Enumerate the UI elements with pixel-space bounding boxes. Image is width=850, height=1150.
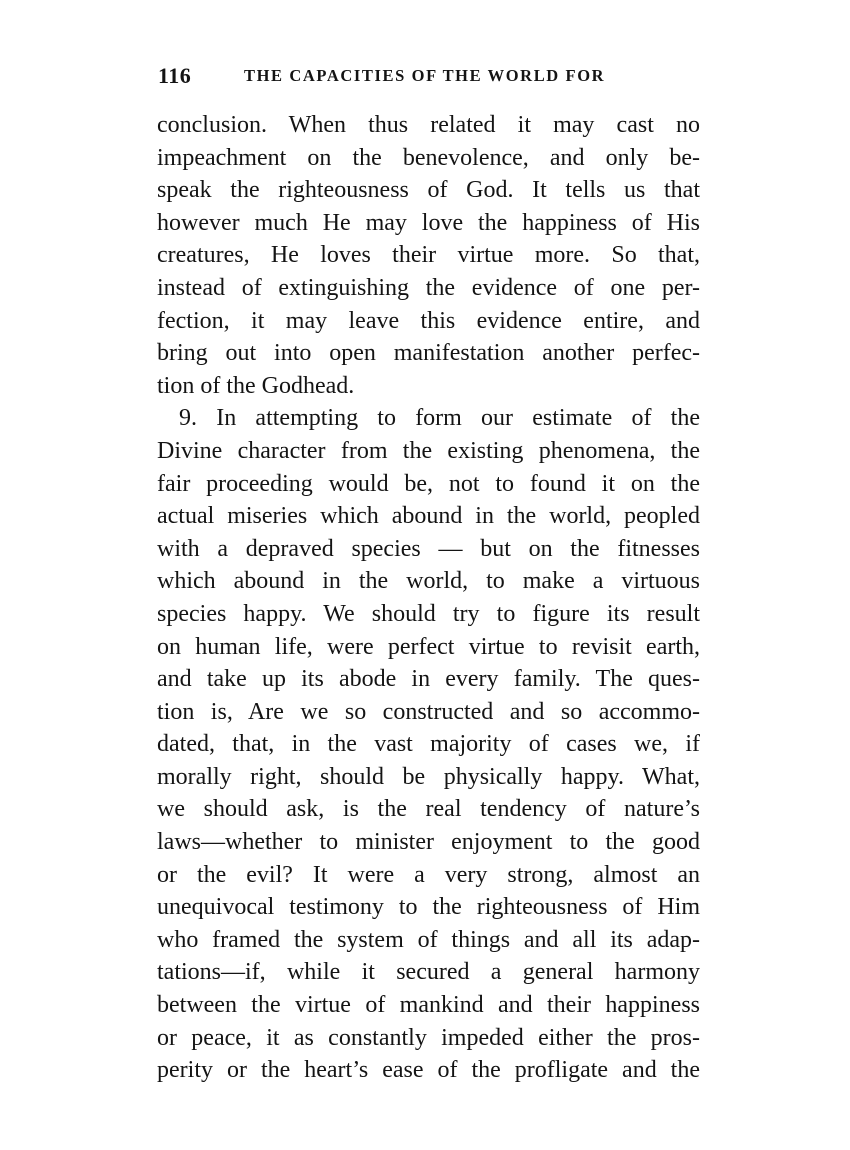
text-line: instead of extinguishing the evidence of one per- [157, 274, 700, 301]
text-line: between the virtue of mankind and their happiness [157, 992, 700, 1019]
text-line: fair proceeding would be, not to found it on the [157, 470, 700, 497]
text-line: speak the righteousness of God. It tells us that [157, 177, 700, 204]
text-line: creatures, He loves their virtue more. So that, [157, 242, 700, 269]
text-line: conclusion. When thus related it may cast no [157, 112, 700, 138]
text-line: and take up its abode in every family. The ques- [157, 666, 700, 693]
text-line: Divine character from the existing phenomena, the [157, 437, 700, 464]
text-line: actual miseries which abound in the world, peopled [157, 503, 700, 530]
text-line: tion of the Godhead. [157, 372, 355, 399]
text-line: perity or the heart’s ease of the profligate and the [157, 1057, 700, 1084]
running-head [158, 63, 718, 91]
text-line: tion is, Are we so constructed and so accommo- [157, 698, 700, 725]
running-head-title: THE CAPACITIES OF THE WORLD FOR [244, 66, 606, 85]
text-line: who framed the system of things and all its adap- [157, 926, 700, 953]
text-line: bring out into open manifestation another perfec- [157, 340, 700, 367]
text-line: impeachment on the benevolence, and only be- [157, 144, 700, 171]
text-line: dated, that, in the vast majority of cases we, if [157, 731, 700, 758]
text-line: unequivocal testimony to the righteousness of Him [157, 894, 700, 921]
text-line: or peace, it as constantly impeded either the pros- [157, 1024, 700, 1051]
page-number: 116 [158, 63, 192, 88]
text-line: on human life, were perfect virtue to revisit earth, [157, 633, 700, 660]
text-line: laws—whether to minister enjoyment to the good [157, 829, 700, 856]
body-text [157, 109, 700, 1087]
text-line: tations—if, while it secured a general harmony [157, 959, 700, 986]
text-line: or the evil? It were a very strong, almost an [157, 861, 700, 888]
text-line: fection, it may leave this evidence entire, and [157, 307, 700, 334]
text-line: species happy. We should try to figure its result [157, 600, 700, 627]
text-line: 9. In attempting to form our estimate of the [179, 405, 700, 432]
text-line: however much He may love the happiness of His [157, 209, 700, 236]
text-line: which abound in the world, to make a virtuous [157, 568, 700, 595]
text-line: we should ask, is the real tendency of nature’s [157, 796, 700, 823]
text-line: morally right, should be physically happy. What, [157, 763, 700, 790]
text-line: with a depraved species — but on the fitnesses [157, 535, 700, 562]
